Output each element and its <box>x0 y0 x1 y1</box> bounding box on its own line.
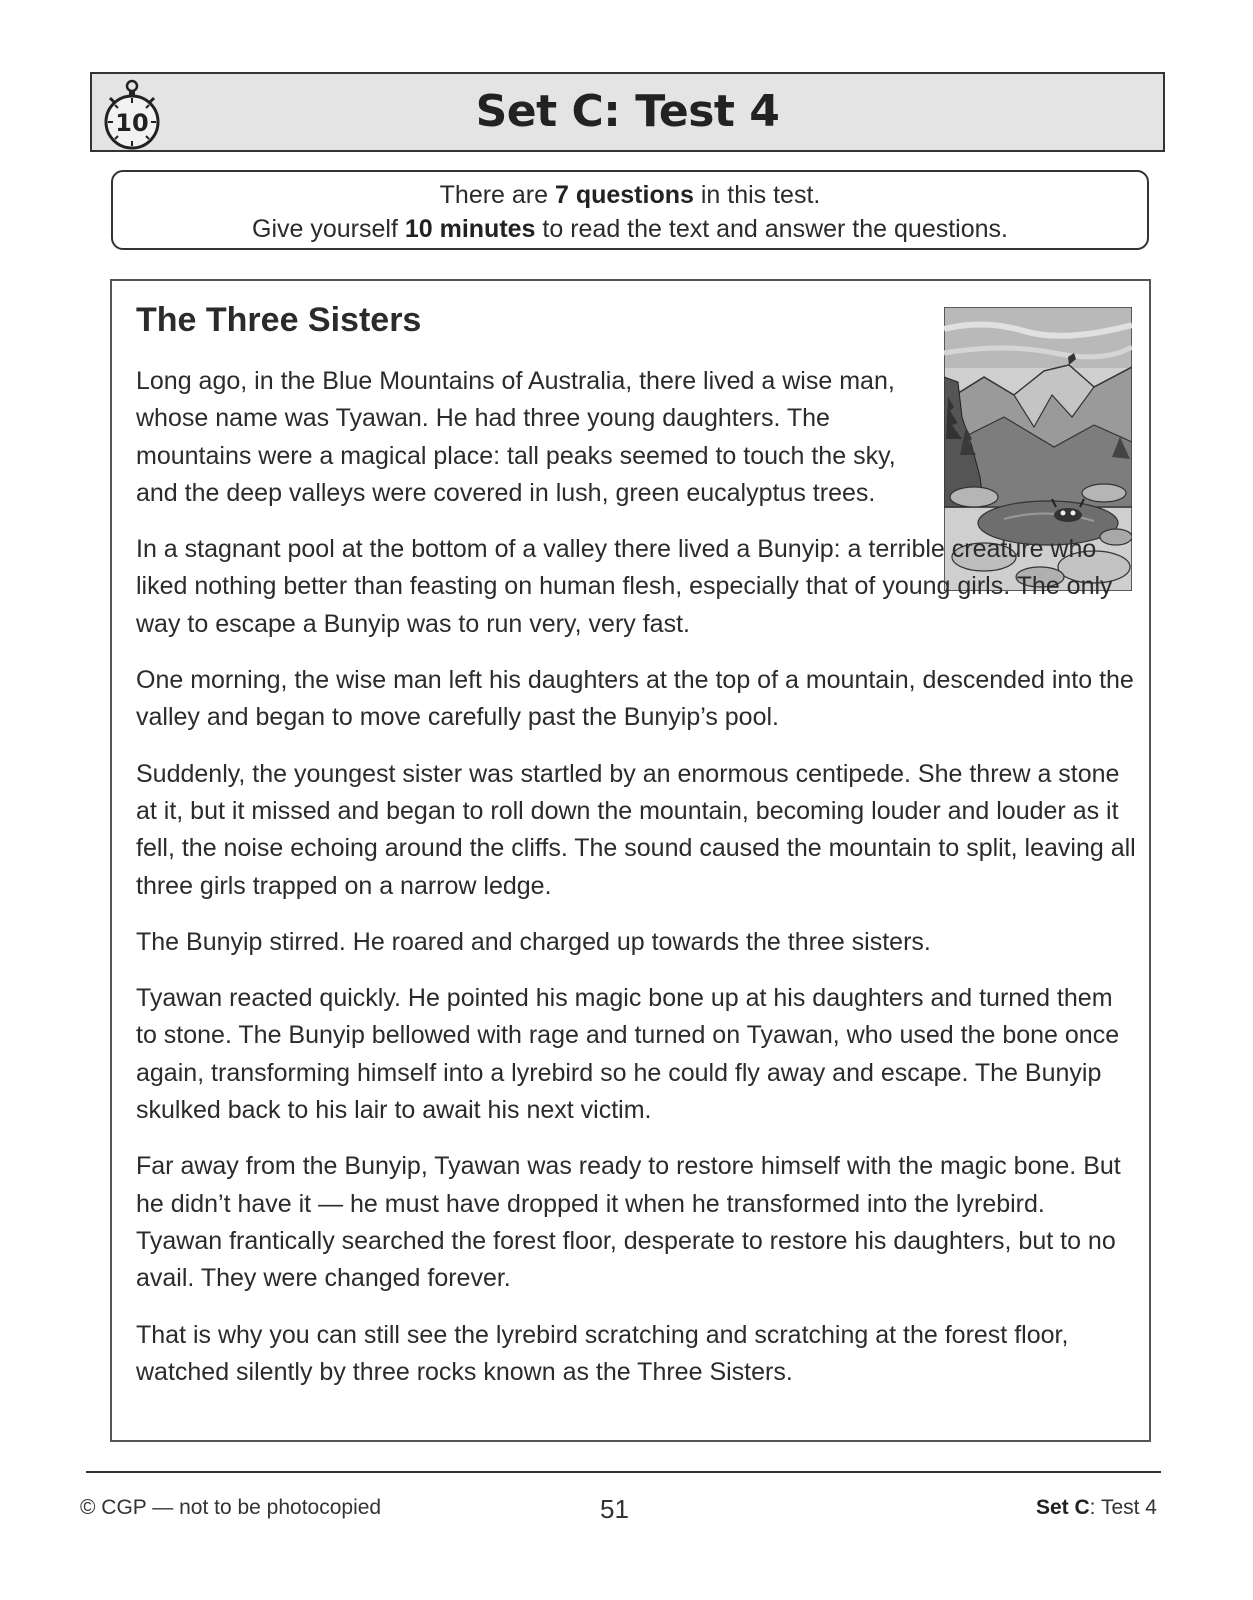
instruction-line-questions: There are 7 questions in this test. <box>439 181 821 209</box>
test-header <box>90 72 1165 152</box>
instruction-line-time: Give yourself 10 minutes to read the text and answer the questions. <box>252 215 1008 243</box>
page-number: 51 <box>600 1494 629 1524</box>
test-instructions <box>111 170 1149 250</box>
story-paragraph: Long ago, in the Blue Mountains of Australia, there lived a wise man, whose name was Tyawan. He had three young daughters. The mountains were a magical place: tall peaks seemed to touch the sky, and the deep valleys were covered in lush, green eucalyptus trees. <box>136 367 896 507</box>
story-paragraph: Suddenly, the youngest sister was startled by an enormous centipede. She threw a stone at it, but it missed and began to roll down the mountain, becoming louder and louder as it fell, the noise echoing around the cliffs. The sound caused the mountain to split, leaving all three girls trapped on a narrow ledge. <box>136 759 1136 900</box>
story-paragraph: Tyawan reacted quickly. He pointed his magic bone up at his daughters and turned them to stone. The Bunyip bellowed with rage and turned on Tyawan, who used the bone once again, transforming himself into a lyrebird so he could fly away and escape. The Bunyip skulked back to his lair to await his next victim. <box>136 984 1120 1125</box>
page-title: Set C: Test 4 <box>475 86 780 137</box>
story-title: The Three Sisters <box>136 301 422 339</box>
story-body <box>136 363 1136 1410</box>
reading-passage <box>110 279 1151 1442</box>
story-paragraph: One morning, the wise man left his daughters at the top of a mountain, descended into the valley and began to move carefully past the Bunyip’s pool. <box>136 666 1134 732</box>
story-paragraph: In a stagnant pool at the bottom of a valley there lived a Bunyip: a terrible creature who liked nothing better than feasting on human flesh, especially that of young girls. The only way to escape a Bunyip was to run very, very fast. <box>136 535 1113 638</box>
story-paragraph: The Bunyip stirred. He roared and charged up towards the three sisters. <box>136 927 931 956</box>
footer-test-label: Set C: Test 4 <box>1035 1496 1157 1519</box>
story-paragraph: Far away from the Bunyip, Tyawan was ready to restore himself with the magic bone. But he didn’t have it — he must have dropped it when he transformed into the lyrebird. Tyawan frantically searched the forest floor, desperate to restore his daughters, but to no avail. They were changed forever. <box>136 1152 1121 1293</box>
footer-divider <box>86 1471 1161 1473</box>
time-limit: 10 minutes <box>404 215 536 243</box>
copyright-notice: © CGP — not to be photocopied <box>80 1496 382 1519</box>
timer-minutes: 10 <box>115 109 149 137</box>
story-paragraph: That is why you can still see the lyrebird scratching and scratching at the forest floor, watched silently by three rocks known as the Three Sisters. <box>136 1320 1069 1386</box>
question-count: 7 questions <box>554 181 694 209</box>
